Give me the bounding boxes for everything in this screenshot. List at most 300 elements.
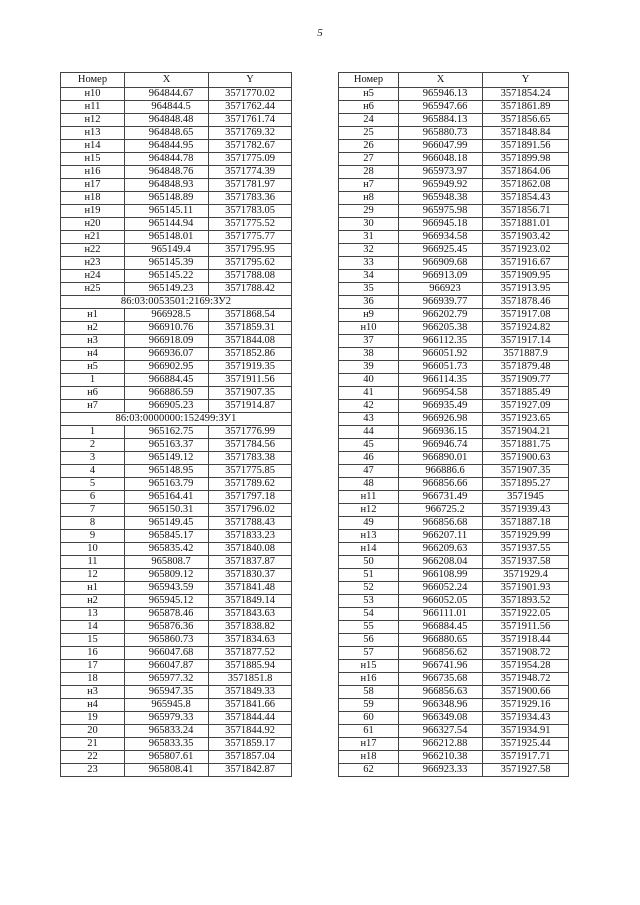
- point-number: 22: [61, 751, 125, 764]
- x-coordinate: 965949.92: [399, 179, 483, 192]
- y-coordinate: 3571840.08: [209, 543, 292, 556]
- y-coordinate: 3571937.58: [483, 556, 569, 569]
- y-coordinate: 3571843.63: [209, 608, 292, 621]
- x-coordinate: 966954.58: [399, 387, 483, 400]
- y-coordinate: 3571857.04: [209, 751, 292, 764]
- table-row: [61, 582, 292, 595]
- page-number: 5: [317, 27, 323, 39]
- y-coordinate: 3571783.36: [209, 192, 292, 205]
- y-coordinate: 3571856.71: [483, 205, 569, 218]
- table-row: [61, 166, 292, 179]
- point-number: 7: [61, 504, 125, 517]
- point-number: 12: [61, 569, 125, 582]
- point-number: н24: [61, 270, 125, 283]
- x-coordinate: 965163.79: [125, 478, 209, 491]
- table-row: [339, 257, 569, 270]
- table-row: [339, 413, 569, 426]
- point-number: н15: [339, 660, 399, 673]
- point-number: н23: [61, 257, 125, 270]
- y-coordinate: 3571868.54: [209, 309, 292, 322]
- point-number: н6: [61, 387, 125, 400]
- x-coordinate: 965975.98: [399, 205, 483, 218]
- y-coordinate: 3571891.56: [483, 140, 569, 153]
- x-coordinate: 966047.68: [125, 647, 209, 660]
- table-row: [61, 283, 292, 296]
- table-row: [339, 751, 569, 764]
- y-coordinate: 3571830.37: [209, 569, 292, 582]
- point-number: 51: [339, 569, 399, 582]
- x-coordinate: 966939.77: [399, 296, 483, 309]
- table-row: [339, 491, 569, 504]
- x-coordinate: 965148.89: [125, 192, 209, 205]
- table-row: [61, 218, 292, 231]
- y-coordinate: 3571948.72: [483, 673, 569, 686]
- point-number: 1: [61, 374, 125, 387]
- table-row: [61, 348, 292, 361]
- y-coordinate: 3571854.43: [483, 192, 569, 205]
- point-number: н9: [339, 309, 399, 322]
- table-row: [339, 192, 569, 205]
- point-number: н19: [61, 205, 125, 218]
- point-number: 20: [61, 725, 125, 738]
- table-row: [61, 153, 292, 166]
- point-number: 35: [339, 283, 399, 296]
- y-coordinate: 3571945: [483, 491, 569, 504]
- x-coordinate: 966202.79: [399, 309, 483, 322]
- table-row: [339, 764, 569, 777]
- table-row: [61, 491, 292, 504]
- table-row: [339, 101, 569, 114]
- table-row: [61, 569, 292, 582]
- x-coordinate: 965878.46: [125, 608, 209, 621]
- table-row: [339, 296, 569, 309]
- y-coordinate: 3571849.33: [209, 686, 292, 699]
- point-number: н7: [61, 400, 125, 413]
- header-x: X: [125, 73, 209, 88]
- y-coordinate: 3571934.43: [483, 712, 569, 725]
- table-row: [339, 439, 569, 452]
- x-coordinate: 965833.24: [125, 725, 209, 738]
- y-coordinate: 3571927.58: [483, 764, 569, 777]
- point-number: 15: [61, 634, 125, 647]
- y-coordinate: 3571904.21: [483, 426, 569, 439]
- x-coordinate: 966923.33: [399, 764, 483, 777]
- y-coordinate: 3571761.74: [209, 114, 292, 127]
- x-coordinate: 966207.11: [399, 530, 483, 543]
- table-row: [61, 608, 292, 621]
- x-coordinate: 965148.95: [125, 465, 209, 478]
- x-coordinate: 965884.13: [399, 114, 483, 127]
- y-coordinate: 3571788.43: [209, 517, 292, 530]
- header-number: Номер: [61, 73, 125, 88]
- x-coordinate: 966112.35: [399, 335, 483, 348]
- x-coordinate: 966209.63: [399, 543, 483, 556]
- point-number: 47: [339, 465, 399, 478]
- point-number: 48: [339, 478, 399, 491]
- table-row: [61, 660, 292, 673]
- y-coordinate: 3571844.08: [209, 335, 292, 348]
- table-row: [339, 387, 569, 400]
- y-coordinate: 3571834.63: [209, 634, 292, 647]
- table-row: [339, 205, 569, 218]
- table-row: [61, 322, 292, 335]
- x-coordinate: 966856.66: [399, 478, 483, 491]
- point-number: 30: [339, 218, 399, 231]
- point-number: 16: [61, 647, 125, 660]
- y-coordinate: 3571774.39: [209, 166, 292, 179]
- point-number: 27: [339, 153, 399, 166]
- y-coordinate: 3571795.95: [209, 244, 292, 257]
- y-coordinate: 3571782.67: [209, 140, 292, 153]
- table-row: [61, 517, 292, 530]
- x-coordinate: 966212.88: [399, 738, 483, 751]
- y-coordinate: 3571795.62: [209, 257, 292, 270]
- y-coordinate: 3571784.56: [209, 439, 292, 452]
- point-number: н17: [339, 738, 399, 751]
- y-coordinate: 3571907.35: [483, 465, 569, 478]
- x-coordinate: 966886.6: [399, 465, 483, 478]
- table-row: [61, 439, 292, 452]
- table-row: [61, 244, 292, 257]
- table-row: [339, 179, 569, 192]
- point-number: 10: [61, 543, 125, 556]
- point-number: 41: [339, 387, 399, 400]
- y-coordinate: 3571885.49: [483, 387, 569, 400]
- y-coordinate: 3571913.95: [483, 283, 569, 296]
- table-header-row: [61, 73, 292, 88]
- header-x: X: [399, 73, 483, 88]
- x-coordinate: 965144.94: [125, 218, 209, 231]
- point-number: н14: [339, 543, 399, 556]
- y-coordinate: 3571775.52: [209, 218, 292, 231]
- x-coordinate: 964848.48: [125, 114, 209, 127]
- y-coordinate: 3571770.02: [209, 88, 292, 101]
- x-coordinate: 965149.12: [125, 452, 209, 465]
- table-row: [339, 348, 569, 361]
- x-coordinate: 966741.96: [399, 660, 483, 673]
- point-number: н13: [339, 530, 399, 543]
- table-row: [61, 465, 292, 478]
- point-number: 52: [339, 582, 399, 595]
- y-coordinate: 3571929.16: [483, 699, 569, 712]
- y-coordinate: 3571776.99: [209, 426, 292, 439]
- point-number: 9: [61, 530, 125, 543]
- y-coordinate: 3571909.77: [483, 374, 569, 387]
- table-row: [61, 634, 292, 647]
- table-row: [61, 127, 292, 140]
- x-coordinate: 966047.87: [125, 660, 209, 673]
- table-row: [61, 595, 292, 608]
- x-coordinate: 965979.33: [125, 712, 209, 725]
- table-row: [61, 738, 292, 751]
- x-coordinate: 966111.01: [399, 608, 483, 621]
- x-coordinate: 965973.97: [399, 166, 483, 179]
- y-coordinate: 3571900.66: [483, 686, 569, 699]
- table-row: [61, 205, 292, 218]
- table-row: [61, 751, 292, 764]
- x-coordinate: 966936.07: [125, 348, 209, 361]
- point-number: н12: [339, 504, 399, 517]
- x-coordinate: 964844.78: [125, 153, 209, 166]
- point-number: 4: [61, 465, 125, 478]
- x-coordinate: 966905.23: [125, 400, 209, 413]
- point-number: н10: [61, 88, 125, 101]
- y-coordinate: 3571927.09: [483, 400, 569, 413]
- x-coordinate: 966735.68: [399, 673, 483, 686]
- table-row: [61, 556, 292, 569]
- y-coordinate: 3571903.42: [483, 231, 569, 244]
- x-coordinate: 965149.45: [125, 517, 209, 530]
- x-coordinate: 966349.08: [399, 712, 483, 725]
- y-coordinate: 3571837.87: [209, 556, 292, 569]
- x-coordinate: 965977.32: [125, 673, 209, 686]
- table-row: [61, 231, 292, 244]
- y-coordinate: 3571775.85: [209, 465, 292, 478]
- y-coordinate: 3571788.08: [209, 270, 292, 283]
- table-row: [61, 257, 292, 270]
- y-coordinate: 3571939.43: [483, 504, 569, 517]
- section-row: [61, 413, 292, 426]
- point-number: 13: [61, 608, 125, 621]
- y-coordinate: 3571881.01: [483, 218, 569, 231]
- point-number: 19: [61, 712, 125, 725]
- table-row: [61, 309, 292, 322]
- table-row: [61, 647, 292, 660]
- point-number: 2: [61, 439, 125, 452]
- cadastral-number: 86:03:0000000:152499:ЗУ1: [61, 413, 292, 426]
- y-coordinate: 3571769.32: [209, 127, 292, 140]
- y-coordinate: 3571918.44: [483, 634, 569, 647]
- table-row: [61, 270, 292, 283]
- table-row: [339, 231, 569, 244]
- point-number: 25: [339, 127, 399, 140]
- x-coordinate: 965808.7: [125, 556, 209, 569]
- y-coordinate: 3571899.98: [483, 153, 569, 166]
- point-number: 29: [339, 205, 399, 218]
- y-coordinate: 3571796.02: [209, 504, 292, 517]
- y-coordinate: 3571925.44: [483, 738, 569, 751]
- point-number: н14: [61, 140, 125, 153]
- point-number: 50: [339, 556, 399, 569]
- point-number: 3: [61, 452, 125, 465]
- x-coordinate: 965947.66: [399, 101, 483, 114]
- point-number: н4: [61, 348, 125, 361]
- table-row: [61, 101, 292, 114]
- point-number: 23: [61, 764, 125, 777]
- table-row: [339, 738, 569, 751]
- table-row: [339, 114, 569, 127]
- point-number: н3: [61, 686, 125, 699]
- x-coordinate: 966048.18: [399, 153, 483, 166]
- table-row: [339, 517, 569, 530]
- y-coordinate: 3571911.56: [209, 374, 292, 387]
- point-number: н4: [61, 699, 125, 712]
- point-number: 46: [339, 452, 399, 465]
- y-coordinate: 3571954.28: [483, 660, 569, 673]
- y-coordinate: 3571854.24: [483, 88, 569, 101]
- y-coordinate: 3571934.91: [483, 725, 569, 738]
- point-number: 58: [339, 686, 399, 699]
- x-coordinate: 966210.38: [399, 751, 483, 764]
- x-coordinate: 966205.38: [399, 322, 483, 335]
- table-row: [61, 725, 292, 738]
- table-row: [61, 114, 292, 127]
- point-number: 31: [339, 231, 399, 244]
- point-number: н11: [339, 491, 399, 504]
- table-row: [339, 673, 569, 686]
- table-row: [61, 374, 292, 387]
- table-row: [339, 504, 569, 517]
- point-number: 28: [339, 166, 399, 179]
- x-coordinate: 966890.01: [399, 452, 483, 465]
- point-number: н12: [61, 114, 125, 127]
- table-row: [61, 621, 292, 634]
- x-coordinate: 966886.59: [125, 387, 209, 400]
- y-coordinate: 3571929.4: [483, 569, 569, 582]
- x-coordinate: 966884.45: [399, 621, 483, 634]
- y-coordinate: 3571838.82: [209, 621, 292, 634]
- y-coordinate: 3571900.63: [483, 452, 569, 465]
- point-number: 32: [339, 244, 399, 257]
- y-coordinate: 3571833.23: [209, 530, 292, 543]
- table-row: [339, 634, 569, 647]
- point-number: 45: [339, 439, 399, 452]
- table-row: [61, 140, 292, 153]
- y-coordinate: 3571887.9: [483, 348, 569, 361]
- point-number: 39: [339, 361, 399, 374]
- x-coordinate: 965880.73: [399, 127, 483, 140]
- x-coordinate: 966114.35: [399, 374, 483, 387]
- point-number: 53: [339, 595, 399, 608]
- point-number: н13: [61, 127, 125, 140]
- y-coordinate: 3571881.75: [483, 439, 569, 452]
- y-coordinate: 3571917.14: [483, 335, 569, 348]
- y-coordinate: 3571878.46: [483, 296, 569, 309]
- table-row: [61, 764, 292, 777]
- x-coordinate: 964848.65: [125, 127, 209, 140]
- y-coordinate: 3571879.48: [483, 361, 569, 374]
- x-coordinate: 966208.04: [399, 556, 483, 569]
- x-coordinate: 966925.45: [399, 244, 483, 257]
- y-coordinate: 3571848.84: [483, 127, 569, 140]
- x-coordinate: 966926.98: [399, 413, 483, 426]
- point-number: 37: [339, 335, 399, 348]
- point-number: н11: [61, 101, 125, 114]
- coordinates-table-left: [60, 72, 292, 777]
- table-row: [61, 179, 292, 192]
- table-row: [61, 361, 292, 374]
- x-coordinate: 965164.41: [125, 491, 209, 504]
- y-coordinate: 3571895.27: [483, 478, 569, 491]
- point-number: 62: [339, 764, 399, 777]
- y-coordinate: 3571783.05: [209, 205, 292, 218]
- x-coordinate: 965149.23: [125, 283, 209, 296]
- point-number: н21: [61, 231, 125, 244]
- x-coordinate: 966928.5: [125, 309, 209, 322]
- table-row: [339, 647, 569, 660]
- y-coordinate: 3571762.44: [209, 101, 292, 114]
- x-coordinate: 966935.49: [399, 400, 483, 413]
- y-coordinate: 3571783.38: [209, 452, 292, 465]
- x-coordinate: 965162.75: [125, 426, 209, 439]
- point-number: н10: [339, 322, 399, 335]
- y-coordinate: 3571841.48: [209, 582, 292, 595]
- x-coordinate: 964848.76: [125, 166, 209, 179]
- table-row: [61, 426, 292, 439]
- table-row: [339, 335, 569, 348]
- y-coordinate: 3571864.06: [483, 166, 569, 179]
- point-number: н18: [339, 751, 399, 764]
- x-coordinate: 965946.13: [399, 88, 483, 101]
- y-coordinate: 3571937.55: [483, 543, 569, 556]
- point-number: н18: [61, 192, 125, 205]
- x-coordinate: 965947.35: [125, 686, 209, 699]
- point-number: 42: [339, 400, 399, 413]
- x-coordinate: 966902.95: [125, 361, 209, 374]
- table-row: [339, 699, 569, 712]
- table-row: [339, 595, 569, 608]
- y-coordinate: 3571885.94: [209, 660, 292, 673]
- x-coordinate: 965945.12: [125, 595, 209, 608]
- point-number: н5: [339, 88, 399, 101]
- table-header-row: [339, 73, 569, 88]
- x-coordinate: 965808.41: [125, 764, 209, 777]
- x-coordinate: 966880.65: [399, 634, 483, 647]
- table-row: [339, 569, 569, 582]
- cadastral-number: 86:03:0053501:2169:ЗУ2: [61, 296, 292, 309]
- point-number: 36: [339, 296, 399, 309]
- table-row: [339, 686, 569, 699]
- point-number: 6: [61, 491, 125, 504]
- table-row: [339, 127, 569, 140]
- y-coordinate: 3571842.87: [209, 764, 292, 777]
- point-number: 57: [339, 647, 399, 660]
- x-coordinate: 966108.99: [399, 569, 483, 582]
- y-coordinate: 3571841.66: [209, 699, 292, 712]
- x-coordinate: 965833.35: [125, 738, 209, 751]
- x-coordinate: 965876.36: [125, 621, 209, 634]
- x-coordinate: 966327.54: [399, 725, 483, 738]
- y-coordinate: 3571922.05: [483, 608, 569, 621]
- x-coordinate: 966918.09: [125, 335, 209, 348]
- table-row: [61, 400, 292, 413]
- table-row: [339, 361, 569, 374]
- x-coordinate: 966052.05: [399, 595, 483, 608]
- table-row: [61, 478, 292, 491]
- table-row: [61, 699, 292, 712]
- point-number: 34: [339, 270, 399, 283]
- y-coordinate: 3571862.08: [483, 179, 569, 192]
- x-coordinate: 966910.76: [125, 322, 209, 335]
- point-number: н2: [61, 595, 125, 608]
- y-coordinate: 3571789.62: [209, 478, 292, 491]
- point-number: 11: [61, 556, 125, 569]
- table-row: [339, 452, 569, 465]
- x-coordinate: 966051.92: [399, 348, 483, 361]
- table-row: [339, 725, 569, 738]
- table-row: [339, 608, 569, 621]
- table-row: [61, 452, 292, 465]
- x-coordinate: 966731.49: [399, 491, 483, 504]
- table-row: [61, 686, 292, 699]
- point-number: 49: [339, 517, 399, 530]
- point-number: н6: [339, 101, 399, 114]
- y-coordinate: 3571797.18: [209, 491, 292, 504]
- y-coordinate: 3571893.52: [483, 595, 569, 608]
- x-coordinate: 966909.68: [399, 257, 483, 270]
- point-number: 43: [339, 413, 399, 426]
- point-number: 60: [339, 712, 399, 725]
